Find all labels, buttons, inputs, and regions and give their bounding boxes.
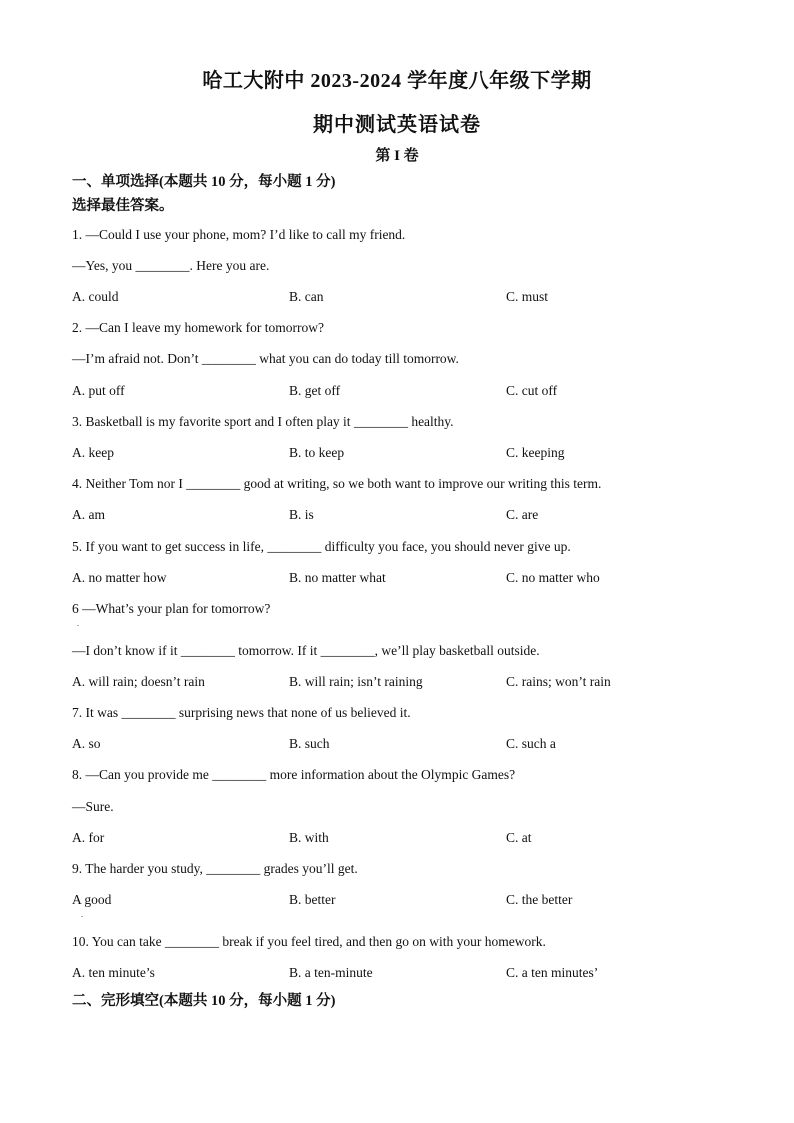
- question-4-stem: 4. Neither Tom nor I ________ good at writing, so we both want to improve our writing this term.: [72, 476, 602, 491]
- stray-dot-mark: .: [77, 619, 79, 628]
- question-5-option-c: C. no matter who: [506, 570, 600, 585]
- question-2-reply: —I’m afraid not. Don’t ________ what you can do today till tomorrow.: [72, 351, 459, 366]
- question-4-option-b: B. is: [289, 507, 314, 522]
- question-3-option-a: A. keep: [72, 445, 114, 460]
- exam-subtitle: 期中测试英语试卷: [313, 114, 481, 136]
- question-1-option-a: A. could: [72, 289, 119, 304]
- question-8-option-a: A. for: [72, 830, 105, 845]
- question-7-option-b: B. such: [289, 736, 330, 751]
- question-6-option-a: A. will rain; doesn’t rain: [72, 674, 205, 689]
- question-7-option-a: A. so: [72, 736, 101, 751]
- question-2-stem: 2. —Can I leave my homework for tomorrow?: [72, 320, 324, 335]
- question-1-stem: 1. —Could I use your phone, mom? I’d like to call my friend.: [72, 227, 406, 242]
- question-3-option-c: C. keeping: [506, 445, 565, 460]
- question-9-stem: 9. The harder you study, ________ grades you’ll get.: [72, 861, 358, 876]
- question-6-option-c: C. rains; won’t rain: [506, 674, 611, 689]
- question-3-option-b: B. to keep: [289, 445, 345, 460]
- question-5-option-b: B. no matter what: [289, 570, 386, 585]
- question-2-option-c: C. cut off: [506, 383, 558, 398]
- question-8-option-b: B. with: [289, 830, 329, 845]
- question-10-stem: 10. You can take ________ break if you feel tired, and then go on with your homework.: [72, 934, 546, 949]
- question-10-option-a: A. ten minute’s: [72, 965, 155, 980]
- question-10-option-b: B. a ten-minute: [289, 965, 373, 980]
- question-9-option-b: B. better: [289, 892, 336, 907]
- question-9-option-a: A good: [72, 892, 112, 907]
- question-6-stem: 6 —What’s your plan for tomorrow?: [72, 601, 271, 616]
- question-1-option-c: C. must: [506, 289, 549, 304]
- question-6-reply: —I don’t know if it ________ tomorrow. If it ________, we’ll play basketball outside.: [72, 643, 540, 658]
- question-8-stem: 8. —Can you provide me ________ more information about the Olympic Games?: [72, 767, 516, 782]
- question-1-option-b: B. can: [289, 289, 324, 304]
- question-2-option-a: A. put off: [72, 383, 125, 398]
- exam-title: 哈工大附中 2023-2024 学年度八年级下学期: [202, 70, 592, 92]
- section1-instruction: 选择最佳答案。: [72, 198, 174, 214]
- question-6-option-b: B. will rain; isn’t raining: [289, 674, 423, 689]
- question-1-reply: —Yes, you ________. Here you are.: [72, 258, 270, 273]
- question-2-option-b: B. get off: [289, 383, 341, 398]
- question-5-option-a: A. no matter how: [72, 570, 167, 585]
- section2-heading: 二、完形填空(本题共 10 分，每小题 1 分): [72, 993, 336, 1009]
- question-7-option-c: C. such a: [506, 736, 556, 751]
- question-3-stem: 3. Basketball is my favorite sport and I often play it ________ healthy.: [72, 414, 454, 429]
- question-7-stem: 7. It was ________ surprising news that none of us believed it.: [72, 705, 411, 720]
- question-10-option-c: C. a ten minutes’: [506, 965, 599, 980]
- question-4-option-c: C. are: [506, 507, 539, 522]
- question-9-option-c: C. the better: [506, 892, 573, 907]
- volume-label: 第 I 卷: [375, 148, 419, 164]
- section1-heading: 一、单项选择(本题共 10 分，每小题 1 分): [72, 174, 336, 190]
- question-8-option-c: C. at: [506, 830, 532, 845]
- question-5-stem: 5. If you want to get success in life, ________ difficulty you face, you should never give up.: [72, 539, 571, 554]
- stray-dot-mark: .: [81, 910, 83, 919]
- question-8-reply: —Sure.: [72, 799, 114, 814]
- question-4-option-a: A. am: [72, 507, 105, 522]
